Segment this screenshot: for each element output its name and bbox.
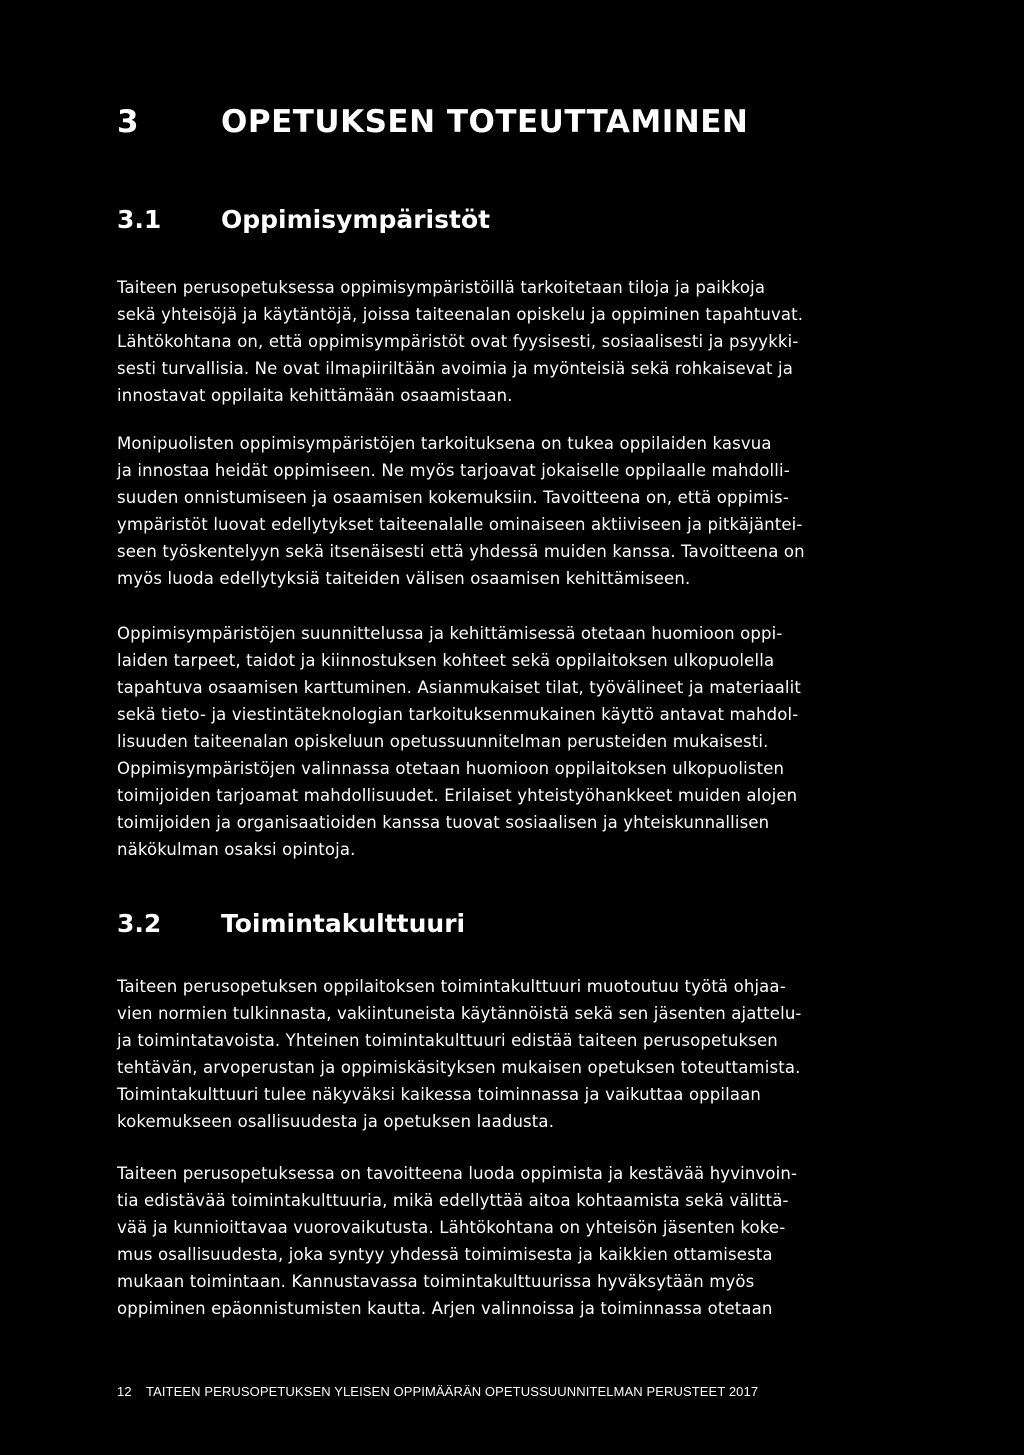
text-line: seen työskentelyyn sekä itsenäisesti että yhdessä muiden kanssa. Tavoitteena on bbox=[117, 542, 805, 561]
text-line: mukaan toimintaan. Kannustavassa toimintakulttuurissa hyväksytään myös bbox=[117, 1272, 755, 1291]
page-number: 12 bbox=[117, 1384, 132, 1399]
section-number: 3 bbox=[117, 104, 140, 140]
text-line: Oppimisympäristöjen suunnittelussa ja kehittämisessä otetaan huomioon oppi- bbox=[117, 624, 783, 643]
page-footer bbox=[117, 1384, 758, 1399]
text-line: Lähtökohtana on, että oppimisympäristöt ovat fyysisesti, sosiaalisesti ja psyykki- bbox=[117, 332, 799, 351]
text-line: mus osallisuudesta, joka syntyy yhdessä toimimisesta ja kaikkien ottamisesta bbox=[117, 1245, 773, 1264]
paragraph bbox=[117, 274, 917, 409]
paragraph bbox=[117, 1160, 917, 1322]
text-line: Monipuolisten oppimisympäristöjen tarkoituksena on tukea oppilaiden kasvua bbox=[117, 434, 772, 453]
subsection-number: 3.2 bbox=[117, 909, 162, 938]
section-heading bbox=[117, 98, 748, 146]
text-line: ja toimintatavoista. Yhteinen toimintakulttuuri edistää taiteen perusopetuksen bbox=[117, 1031, 778, 1050]
subsection-title: Toimintakulttuuri bbox=[221, 909, 466, 938]
text-line: toimijoiden ja organisaatioiden kanssa tuovat sosiaalisen ja yhteiskunnallisen bbox=[117, 813, 770, 832]
subsection-heading-toimintakulttuuri bbox=[117, 904, 465, 944]
text-line: lisuuden taiteenalan opiskeluun opetussuunnitelman perusteiden mukaisesti. bbox=[117, 732, 769, 751]
subsection-heading-oppimisymparistot bbox=[117, 200, 490, 240]
subsection-title: Oppimisympäristöt bbox=[221, 205, 491, 234]
text-line: tehtävän, arvoperustan ja oppimiskäsityksen mukaisen opetuksen toteuttamista. bbox=[117, 1058, 801, 1077]
text-line: Taiteen perusopetuksessa on tavoitteena luoda oppimista ja kestävää hyvinvoin- bbox=[117, 1164, 798, 1183]
text-line: näkökulman osaksi opintoja. bbox=[117, 840, 356, 859]
text-line: Taiteen perusopetuksessa oppimisympäristöillä tarkoitetaan tiloja ja paikkoja bbox=[117, 278, 766, 297]
subsection-number: 3.1 bbox=[117, 205, 162, 234]
text-line: toimijoiden tarjoamat mahdollisuudet. Erilaiset yhteistyöhankkeet muiden alojen bbox=[117, 786, 798, 805]
text-line: tapahtuva osaamisen karttuminen. Asianmukaiset tilat, työvälineet ja materiaalit bbox=[117, 678, 801, 697]
paragraph bbox=[117, 430, 917, 592]
paragraph bbox=[117, 620, 917, 863]
text-line: sekä tieto- ja viestintäteknologian tarkoituksenmukainen käyttö antavat mahdol- bbox=[117, 705, 799, 724]
text-line: sekä yhteisöjä ja käytäntöjä, joissa taiteenalan opiskelu ja oppiminen tapahtuvat. bbox=[117, 305, 804, 324]
text-line: vää ja kunnioittavaa vuorovaikutusta. Lähtökohtana on yhteisön jäsenten koke- bbox=[117, 1218, 786, 1237]
text-line: oppiminen epäonnistumisten kautta. Arjen valinnoissa ja toiminnassa otetaan bbox=[117, 1299, 773, 1318]
paragraph bbox=[117, 973, 917, 1135]
text-line: myös luoda edellytyksiä taiteiden välisen osaamisen kehittämiseen. bbox=[117, 569, 691, 588]
text-line: Oppimisympäristöjen valinnassa otetaan huomioon oppilaitoksen ulkopuolisten bbox=[117, 759, 785, 778]
text-line: ja innostaa heidät oppimiseen. Ne myös tarjoavat jokaiselle oppilaalle mahdolli- bbox=[117, 461, 790, 480]
text-line: Toimintakulttuuri tulee näkyväksi kaikessa toiminnassa ja vaikuttaa oppilaan bbox=[117, 1085, 762, 1104]
text-line: Taiteen perusopetuksen oppilaitoksen toimintakulttuuri muotoutuu työtä ohjaa- bbox=[117, 977, 786, 996]
text-line: kokemukseen osallisuudesta ja opetuksen laadusta. bbox=[117, 1112, 555, 1131]
text-line: ympäristöt luovat edellytykset taiteenalalle ominaiseen aktiiviseen ja pitkäjäntei- bbox=[117, 515, 803, 534]
text-line: suuden onnistumiseen ja osaamisen kokemuksiin. Tavoitteena on, että oppimis- bbox=[117, 488, 789, 507]
text-line: innostavat oppilaita kehittämään osaamistaan. bbox=[117, 386, 513, 405]
text-line: vien normien tulkinnasta, vakiintuneista käytännöistä sekä sen jäsenten ajattelu- bbox=[117, 1004, 802, 1023]
section-title: OPETUKSEN TOTEUTTAMINEN bbox=[221, 104, 749, 140]
text-line: sesti turvallisia. Ne ovat ilmapiiriltään avoimia ja myönteisiä sekä rohkaisevat ja bbox=[117, 359, 793, 378]
text-line: tia edistävää toimintakulttuuria, mikä edellyttää aitoa kohtaamista sekä välittä- bbox=[117, 1191, 789, 1210]
text-line: laiden tarpeet, taidot ja kiinnostuksen kohteet sekä oppilaitoksen ulkopuolella bbox=[117, 651, 775, 670]
footer-title: TAITEEN PERUSOPETUKSEN YLEISEN OPPIMÄÄRÄN OPETUSSUUNNITELMAN PERUSTEET 2017 bbox=[146, 1384, 759, 1399]
